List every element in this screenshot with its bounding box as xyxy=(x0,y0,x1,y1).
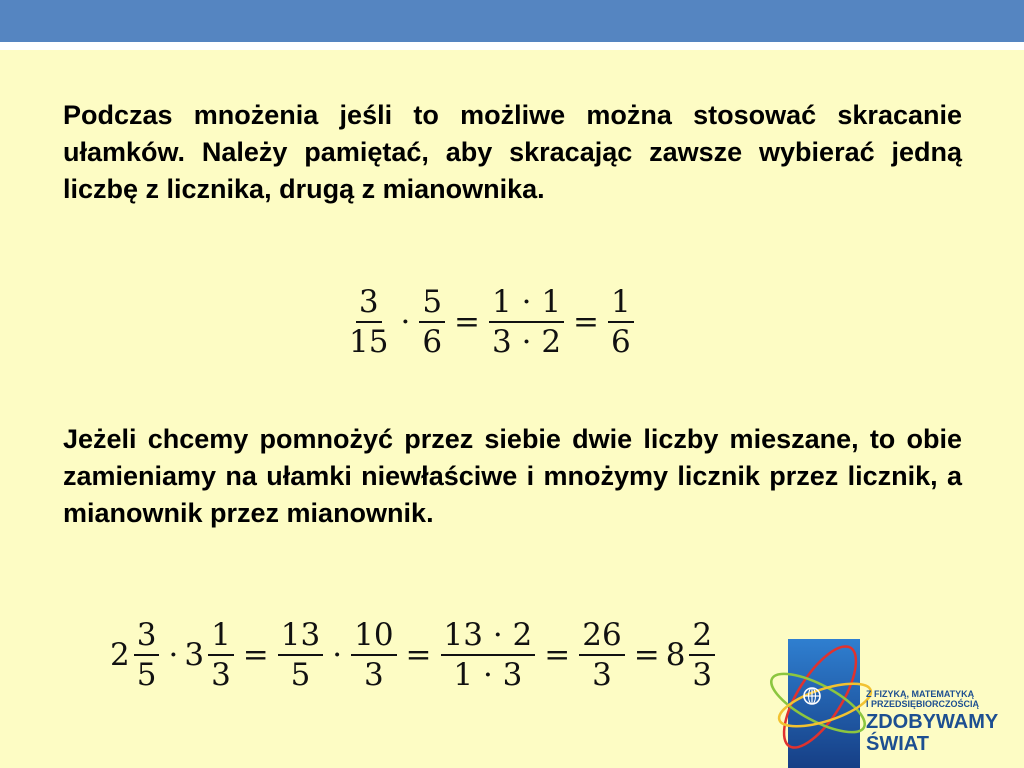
fraction: $\frac{3}{5}$ xyxy=(134,616,160,694)
fraction: $\frac{1}{3}$ xyxy=(208,616,234,694)
equals-sign: = xyxy=(454,304,481,340)
multiply-sign: · xyxy=(332,637,343,673)
logo-line-2: I PRZEDSIĘBIORCZOŚCIĄ xyxy=(866,699,980,709)
fraction: $\frac{2}{3}$ xyxy=(689,616,715,694)
top-divider xyxy=(0,42,1024,50)
fraction: $\frac{5}{6}$ xyxy=(419,283,445,361)
fraction: $\frac{10}{3}$ xyxy=(351,616,396,694)
fraction: $\frac{26}{3}$ xyxy=(579,616,624,694)
top-bar xyxy=(0,0,1024,42)
multiply-sign: · xyxy=(400,304,411,340)
fraction: $\frac{1 \cdot 1}{3 \cdot 2}$ xyxy=(489,283,564,361)
equals-sign: = xyxy=(242,637,269,673)
logo-line-1: Z FIZYKĄ, MATEMATYKĄ xyxy=(866,689,975,699)
mixed-whole: 8 xyxy=(665,637,686,673)
fraction: $\frac{3}{15}$ xyxy=(349,284,389,360)
equation-mixed-example xyxy=(110,616,718,694)
logo-line-4: ŚWIAT xyxy=(866,733,929,755)
paragraph-mixed-numbers: Jeżeli chcemy pomnożyć przez siebie dwie liczby mieszane, to obie zamieniamy na ułamki niewłaściwe i mnożymy licznik przez licznik, a mianownik przez mianownik. xyxy=(63,424,962,528)
equals-sign: = xyxy=(405,637,432,673)
equals-sign: = xyxy=(633,637,660,673)
fraction: $\frac{13 \cdot 2}{1 \cdot 3}$ xyxy=(441,616,536,694)
fraction: $\frac{13}{5}$ xyxy=(278,616,323,694)
paragraph-simplifying: Podczas mnożenia jeśli to możliwe można stosować skracanie ułamków. Należy pamiętać, aby skracając zawsze wybierać jedną liczbę z licznika, drugą z mianownika. xyxy=(63,100,962,204)
logo-line-3: ZDOBYWAMY xyxy=(866,711,999,733)
mixed-whole: 2 xyxy=(110,637,130,673)
equals-sign: = xyxy=(573,304,600,340)
mixed-whole: 3 xyxy=(184,637,205,673)
equals-sign: = xyxy=(544,637,571,673)
fraction: $\frac{1}{6}$ xyxy=(608,283,634,361)
equation-simplify-example xyxy=(343,283,637,361)
multiply-sign: · xyxy=(168,637,179,673)
